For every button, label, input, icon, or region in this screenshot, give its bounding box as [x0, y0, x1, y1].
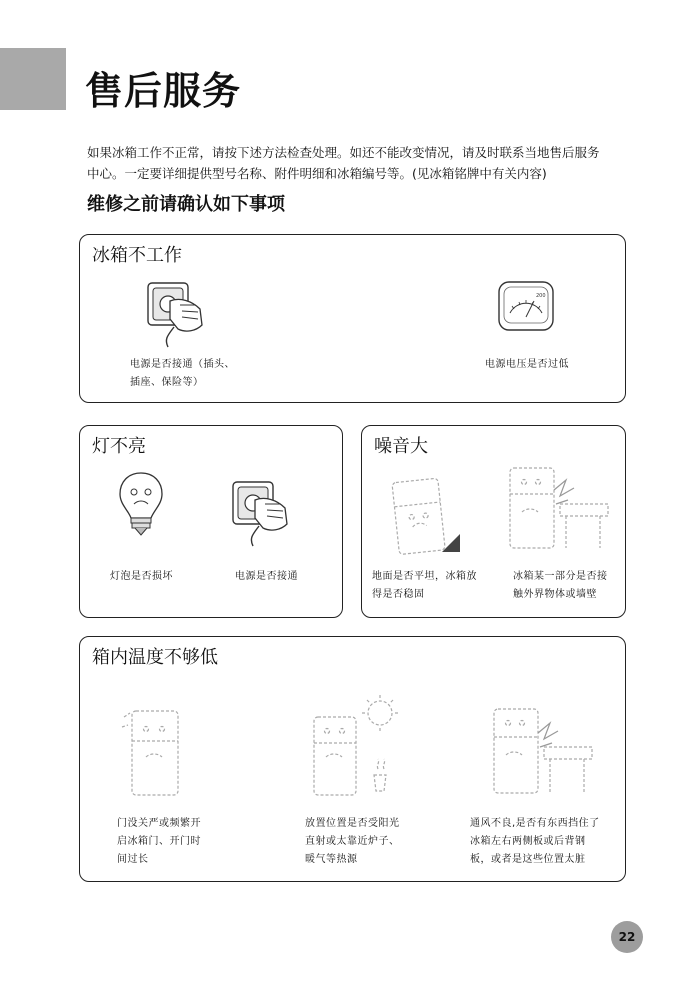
voltage-meter-icon	[496, 279, 556, 335]
box-no-light	[79, 425, 343, 618]
caption-power-connected	[130, 356, 235, 392]
fridge-poor-ventilation-icon	[488, 701, 598, 801]
tilted-fridge-icon	[382, 470, 462, 560]
caption-line: 电源是否接通（插头、	[130, 359, 235, 370]
power-plug-hand-icon	[225, 474, 295, 549]
caption-line: 插座、保险等）	[130, 377, 204, 388]
box-noise	[361, 425, 626, 618]
caption-line: 间过长	[117, 854, 149, 865]
box-temp-not-low-title: 箱内温度不够低	[92, 647, 218, 668]
meter-scale-label: 200	[536, 293, 546, 299]
caption-door-open	[117, 815, 201, 869]
section-subtitle: 维修之前请确认如下事项	[87, 194, 285, 215]
caption-line: 冰箱左右两侧板或后背钢	[470, 836, 586, 847]
caption-line: 直射或太靠近炉子、	[305, 836, 400, 847]
caption-power-connected: 电源是否接通	[235, 571, 298, 582]
page-title: 售后服务	[85, 69, 242, 113]
caption-line: 触外界物体或墙壁	[513, 589, 597, 600]
caption-voltage-low: 电源电压是否过低	[485, 359, 569, 370]
box-temp-not-low	[79, 636, 626, 882]
caption-floor-level	[372, 568, 477, 604]
caption-bulb-broken: 灯泡是否损坏	[110, 571, 173, 582]
intro-paragraph	[87, 142, 647, 184]
fridge-door-open-icon	[114, 701, 204, 801]
caption-line: 通风不良,是否有东西挡住了	[470, 818, 600, 829]
caption-line: 启冰箱门、开门时	[117, 836, 201, 847]
caption-line: 得是否稳固	[372, 589, 425, 600]
power-plug-hand-icon	[140, 275, 210, 350]
caption-line: 冰箱某一部分是否接	[513, 571, 608, 582]
fridge-touching-wall-icon	[504, 460, 614, 556]
chapter-tab-block	[0, 48, 66, 110]
box-not-working-title: 冰箱不工作	[92, 245, 182, 266]
caption-line: 放置位置是否受阳光	[305, 818, 400, 829]
caption-line: 门没关严或频繁开	[117, 818, 201, 829]
intro-line-1: 如果冰箱工作不正常，请按下述方法检查处理。如还不能改变情况，请及时联系当地售后服务	[87, 145, 600, 160]
caption-line: 地面是否平坦，冰箱放	[372, 571, 477, 582]
caption-line: 暖气等热源	[305, 854, 358, 865]
broken-bulb-icon	[116, 470, 166, 538]
caption-ventilation	[470, 815, 600, 869]
box-not-working	[79, 234, 626, 403]
caption-line: 板，或者是这些位置太脏	[470, 854, 586, 865]
page-number-badge: 22	[611, 921, 643, 953]
box-no-light-title: 灯不亮	[92, 436, 146, 457]
fridge-near-sun-heat-icon	[294, 691, 414, 801]
box-noise-title: 噪音大	[374, 436, 428, 457]
caption-heat-source	[305, 815, 400, 869]
caption-touching-object	[513, 568, 608, 604]
intro-line-2: 中心。一定要详细提供型号名称、附件明细和冰箱编号等。(见冰箱铭牌中有关内容)	[87, 166, 547, 181]
